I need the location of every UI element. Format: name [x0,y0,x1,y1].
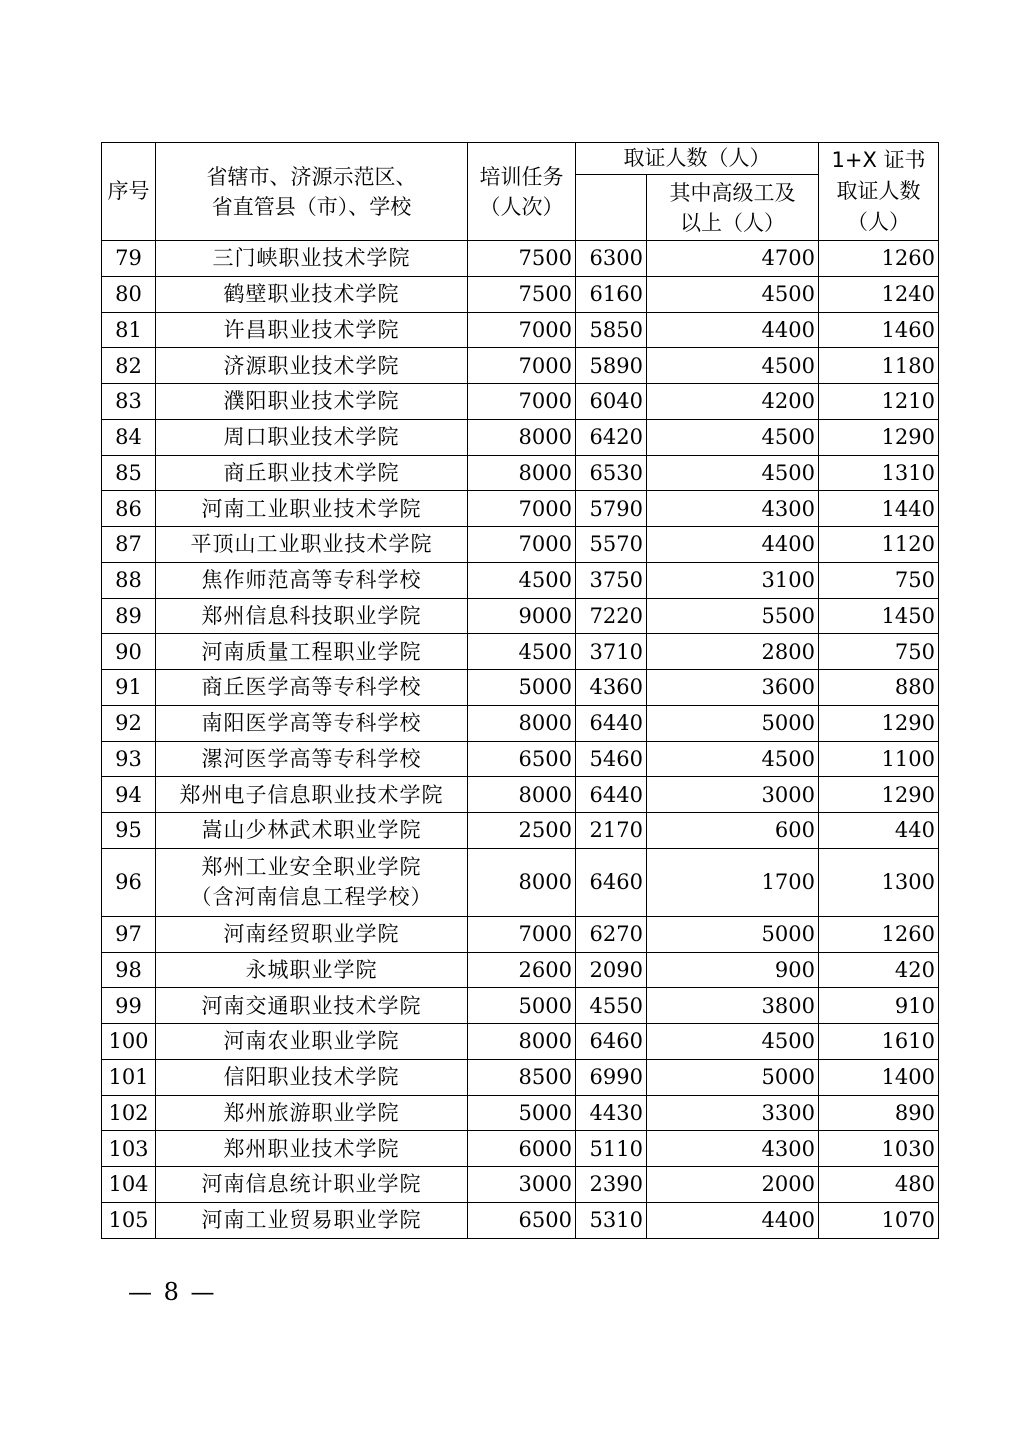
table-row [102,777,939,813]
senior-count: 4500 [647,348,819,384]
training-task: 8000 [468,705,576,741]
row-number: 81 [102,312,156,348]
x-cert-count: 750 [819,562,939,598]
training-task: 9000 [468,598,576,634]
row-number: 100 [102,1024,156,1060]
x-cert-count: 1210 [819,384,939,420]
training-task: 3000 [468,1167,576,1203]
table-row [102,384,939,420]
header-task [468,143,576,241]
row-number: 97 [102,916,156,952]
training-task: 7000 [468,491,576,527]
table-row [102,241,939,277]
cert-count: 4430 [576,1095,647,1131]
school-name-line2: （含河南信息工程学校） [190,885,433,910]
school-name: 郑州旅游职业学院 [156,1095,468,1131]
x-cert-count: 1180 [819,348,939,384]
school-name: 许昌职业技术学院 [156,312,468,348]
header-name-line1: 省辖市、济源示范区、 [206,164,417,189]
x-cert-count: 750 [819,634,939,670]
training-task: 8000 [468,1024,576,1060]
header-x-line3: （人） [847,210,910,234]
x-cert-count: 1460 [819,312,939,348]
school-name: 永城职业学院 [156,952,468,988]
x-cert-count: 1070 [819,1202,939,1238]
training-task: 5000 [468,1095,576,1131]
training-task: 8000 [468,455,576,491]
senior-count: 3300 [647,1095,819,1131]
row-number: 84 [102,419,156,455]
table-row [102,491,939,527]
training-task: 7500 [468,241,576,277]
row-number: 88 [102,562,156,598]
senior-count: 4500 [647,419,819,455]
x-cert-count: 890 [819,1095,939,1131]
training-task: 7000 [468,916,576,952]
row-number: 86 [102,491,156,527]
row-number: 93 [102,741,156,777]
table-body [102,241,939,1239]
school-name: 平顶山工业职业技术学院 [156,527,468,563]
school-name: 商丘医学高等专科学校 [156,670,468,706]
header-cert: 取证人数（人） [576,143,819,175]
row-number: 104 [102,1167,156,1203]
senior-count: 3600 [647,670,819,706]
row-number: 85 [102,455,156,491]
school-name-line1: 郑州工业安全职业学院 [201,855,422,880]
senior-count: 5500 [647,598,819,634]
row-number: 90 [102,634,156,670]
page-number: — 8 — [128,1278,217,1306]
training-task: 2500 [468,813,576,849]
senior-count: 600 [647,813,819,849]
x-cert-count: 1310 [819,455,939,491]
table-row [102,848,939,916]
training-task-table [101,142,939,1239]
header-no: 序号 [102,143,156,241]
table-row [102,1059,939,1095]
table-row [102,670,939,706]
training-task: 6500 [468,1202,576,1238]
table-row [102,1095,939,1131]
senior-count: 2800 [647,634,819,670]
senior-count: 4500 [647,741,819,777]
senior-count: 5000 [647,916,819,952]
table-row [102,705,939,741]
training-task: 7000 [468,384,576,420]
cert-count: 5790 [576,491,647,527]
senior-count: 4400 [647,312,819,348]
table-row [102,527,939,563]
school-name: 郑州电子信息职业技术学院 [156,777,468,813]
row-number: 98 [102,952,156,988]
x-cert-count: 1440 [819,491,939,527]
cert-count: 6440 [576,705,647,741]
table-row [102,1202,939,1238]
senior-count: 3000 [647,777,819,813]
table-row [102,1131,939,1167]
school-name: 漯河医学高等专科学校 [156,741,468,777]
senior-count: 900 [647,952,819,988]
header-cert-blank [576,175,647,241]
cert-count: 6040 [576,384,647,420]
school-name: 河南交通职业技术学院 [156,988,468,1024]
training-task: 8500 [468,1059,576,1095]
cert-count: 5310 [576,1202,647,1238]
training-task: 6000 [468,1131,576,1167]
row-number: 99 [102,988,156,1024]
x-cert-count: 1290 [819,419,939,455]
header-task-line1: 培训任务 [479,164,564,189]
table-row [102,741,939,777]
cert-count: 5850 [576,312,647,348]
senior-count: 4500 [647,276,819,312]
training-task: 6500 [468,741,576,777]
senior-count: 5000 [647,1059,819,1095]
school-name: 河南信息统计职业学院 [156,1167,468,1203]
training-task: 5000 [468,670,576,706]
x-cert-count: 1240 [819,276,939,312]
school-name: 郑州信息科技职业学院 [156,598,468,634]
training-task: 7000 [468,312,576,348]
cert-count: 6270 [576,916,647,952]
row-number: 101 [102,1059,156,1095]
x-cert-count: 440 [819,813,939,849]
school-name: 河南工业职业技术学院 [156,491,468,527]
row-number: 92 [102,705,156,741]
cert-count: 6300 [576,241,647,277]
cert-count: 6460 [576,848,647,916]
x-cert-count: 910 [819,988,939,1024]
x-cert-count: 1260 [819,916,939,952]
training-task: 8000 [468,419,576,455]
cert-count: 5460 [576,741,647,777]
cert-count: 6160 [576,276,647,312]
training-task: 8000 [468,848,576,916]
cert-count: 5890 [576,348,647,384]
senior-count: 4300 [647,491,819,527]
x-cert-count: 480 [819,1167,939,1203]
row-number: 96 [102,848,156,916]
row-number: 80 [102,276,156,312]
row-number: 95 [102,813,156,849]
school-name: 濮阳职业技术学院 [156,384,468,420]
header-name-line2: 省直管县（市）、学校 [211,194,412,219]
school-name: 郑州职业技术学院 [156,1131,468,1167]
school-name: 鹤壁职业技术学院 [156,276,468,312]
cert-count: 3750 [576,562,647,598]
header-x-cert [819,143,939,241]
senior-count: 4400 [647,1202,819,1238]
senior-count: 2000 [647,1167,819,1203]
x-cert-count: 1610 [819,1024,939,1060]
senior-count: 4500 [647,455,819,491]
x-cert-count: 1260 [819,241,939,277]
table-row [102,813,939,849]
x-cert-count: 420 [819,952,939,988]
x-cert-count: 1030 [819,1131,939,1167]
cert-count: 2390 [576,1167,647,1203]
header-x-line1: 1+X 证书 [831,148,926,172]
row-number: 82 [102,348,156,384]
school-name: 河南经贸职业学院 [156,916,468,952]
x-cert-count: 1120 [819,527,939,563]
header-senior-line1: 其中高级工及 [669,180,796,205]
cert-count: 4550 [576,988,647,1024]
cert-count: 5570 [576,527,647,563]
x-cert-count: 1400 [819,1059,939,1095]
training-task: 8000 [468,777,576,813]
row-number: 102 [102,1095,156,1131]
row-number: 87 [102,527,156,563]
table-row [102,1167,939,1203]
x-cert-count: 880 [819,670,939,706]
header-task-line2: （人次） [479,194,564,219]
training-task: 5000 [468,988,576,1024]
senior-count: 3100 [647,562,819,598]
table-row [102,634,939,670]
row-number: 79 [102,241,156,277]
senior-count: 1700 [647,848,819,916]
school-name: 南阳医学高等专科学校 [156,705,468,741]
school-name [156,848,468,916]
header-x-line2: 取证人数 [836,179,921,203]
x-cert-count: 1300 [819,848,939,916]
table-row [102,419,939,455]
table-row [102,348,939,384]
cert-count: 6990 [576,1059,647,1095]
table-row [102,276,939,312]
row-number: 91 [102,670,156,706]
senior-count: 4500 [647,1024,819,1060]
cert-count: 4360 [576,670,647,706]
school-name: 河南工业贸易职业学院 [156,1202,468,1238]
row-number: 94 [102,777,156,813]
cert-count: 6420 [576,419,647,455]
cert-count: 7220 [576,598,647,634]
table-row [102,1024,939,1060]
table-row [102,916,939,952]
training-task: 4500 [468,562,576,598]
table-row [102,562,939,598]
senior-count: 4700 [647,241,819,277]
x-cert-count: 1290 [819,705,939,741]
table-row [102,952,939,988]
school-name: 河南质量工程职业学院 [156,634,468,670]
table-row [102,988,939,1024]
senior-count: 4400 [647,527,819,563]
senior-count: 4200 [647,384,819,420]
cert-count: 6440 [576,777,647,813]
row-number: 83 [102,384,156,420]
cert-count: 6530 [576,455,647,491]
row-number: 105 [102,1202,156,1238]
school-name: 商丘职业技术学院 [156,455,468,491]
training-task: 7000 [468,348,576,384]
cert-count: 5110 [576,1131,647,1167]
training-task: 2600 [468,952,576,988]
cert-count: 2090 [576,952,647,988]
header-senior-line2: 以上（人） [680,210,785,235]
cert-count: 2170 [576,813,647,849]
school-name: 信阳职业技术学院 [156,1059,468,1095]
cert-count: 6460 [576,1024,647,1060]
cert-count: 3710 [576,634,647,670]
row-number: 89 [102,598,156,634]
senior-count: 5000 [647,705,819,741]
school-name: 济源职业技术学院 [156,348,468,384]
row-number: 103 [102,1131,156,1167]
training-task: 7000 [468,527,576,563]
school-name: 嵩山少林武术职业学院 [156,813,468,849]
header-name [156,143,468,241]
x-cert-count: 1100 [819,741,939,777]
training-task: 7500 [468,276,576,312]
table-row [102,598,939,634]
senior-count: 4300 [647,1131,819,1167]
x-cert-count: 1450 [819,598,939,634]
x-cert-count: 1290 [819,777,939,813]
header-senior [647,175,819,241]
senior-count: 3800 [647,988,819,1024]
table-row [102,312,939,348]
school-name: 焦作师范高等专科学校 [156,562,468,598]
school-name: 河南农业职业学院 [156,1024,468,1060]
school-name: 三门峡职业技术学院 [156,241,468,277]
school-name: 周口职业技术学院 [156,419,468,455]
table-row [102,455,939,491]
training-task: 4500 [468,634,576,670]
